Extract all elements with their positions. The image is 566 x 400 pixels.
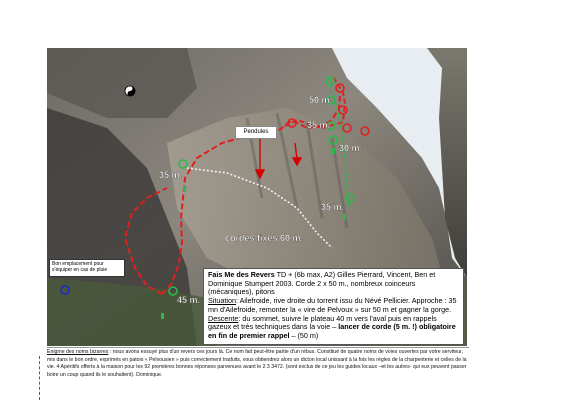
route-name: Fais Me des Revers (208, 270, 275, 279)
fixed-ropes-label: cordes fixes 60 m. (225, 233, 304, 243)
pendules-label: Pendules (235, 126, 277, 139)
yin-yang-icon (125, 86, 135, 96)
pitch-label: 35 m. (321, 202, 345, 212)
enigma-text: : nous avons essuyé plus d'un revers ces jours là. Ce nom fait peut-être partie d'un rébus. Constitué de quatre noms de voies ouvertes par votre serviteur, mis dans le bon ordre, exprimés en patois « Pelvousien » puis correctement traduits, vous obtiendrez alors un dicton local unissant à la fois les règles de la charpenterie et celles de la vie. 4 Apéritifs offerts à la maison pour les 92 premières bonnes réponses parvenues avant le 2 3 3472. (sont exclus de ce jeu les guides locaux –et les autres- qui eux peuvent passer boire un coup quand ils le souhaitent). Dominique. (47, 349, 467, 378)
descente-text: : du sommet, suivre le plateau 40 m vers l'aval puis en rappels gazeux et très techniques dans la voie – (208, 313, 437, 332)
descente-label: Descente (208, 313, 239, 323)
enigma-paragraph (47, 347, 469, 389)
rain-spot-label (49, 259, 125, 277)
enigma-title: Enigme des noms bizarres (47, 349, 109, 355)
rain-spot-line: Bon emplacement pour (52, 261, 104, 267)
route-line-continuation (39, 356, 41, 400)
rain-spot-line: s'équiper en cas de pluie (52, 267, 108, 273)
pitch-label: 45 m. (177, 295, 201, 305)
pitch-label: 50 m. (309, 95, 333, 105)
situation-label: Situation (208, 296, 236, 306)
situation-text: : Ailefroide, rive droite du torrent issu du Névé Pellicier. Approche : 35 mn d'Ailefroide, remonter la « vire de Pelvoux » sur 50 m et gagner la gorge. (208, 296, 457, 314)
descente-end: – (50 m) (291, 330, 319, 340)
pitch-label: 35 m. (307, 120, 331, 130)
route-grade: TD + (6b max, A2) Gilles Pierrard, Vincent, Ben et Dominique Stumpert 2003. Corde 2 x 50 m., nombreux coinceurs (mécaniques), pitons (208, 270, 436, 297)
pitch-label: 35 m. (159, 170, 183, 180)
descente-warning: lancer de corde (5 m. !) obligatoire en fin de premier rappel (208, 322, 456, 340)
pitch-label: 30 m. (339, 143, 363, 153)
route-info-box (203, 268, 464, 345)
